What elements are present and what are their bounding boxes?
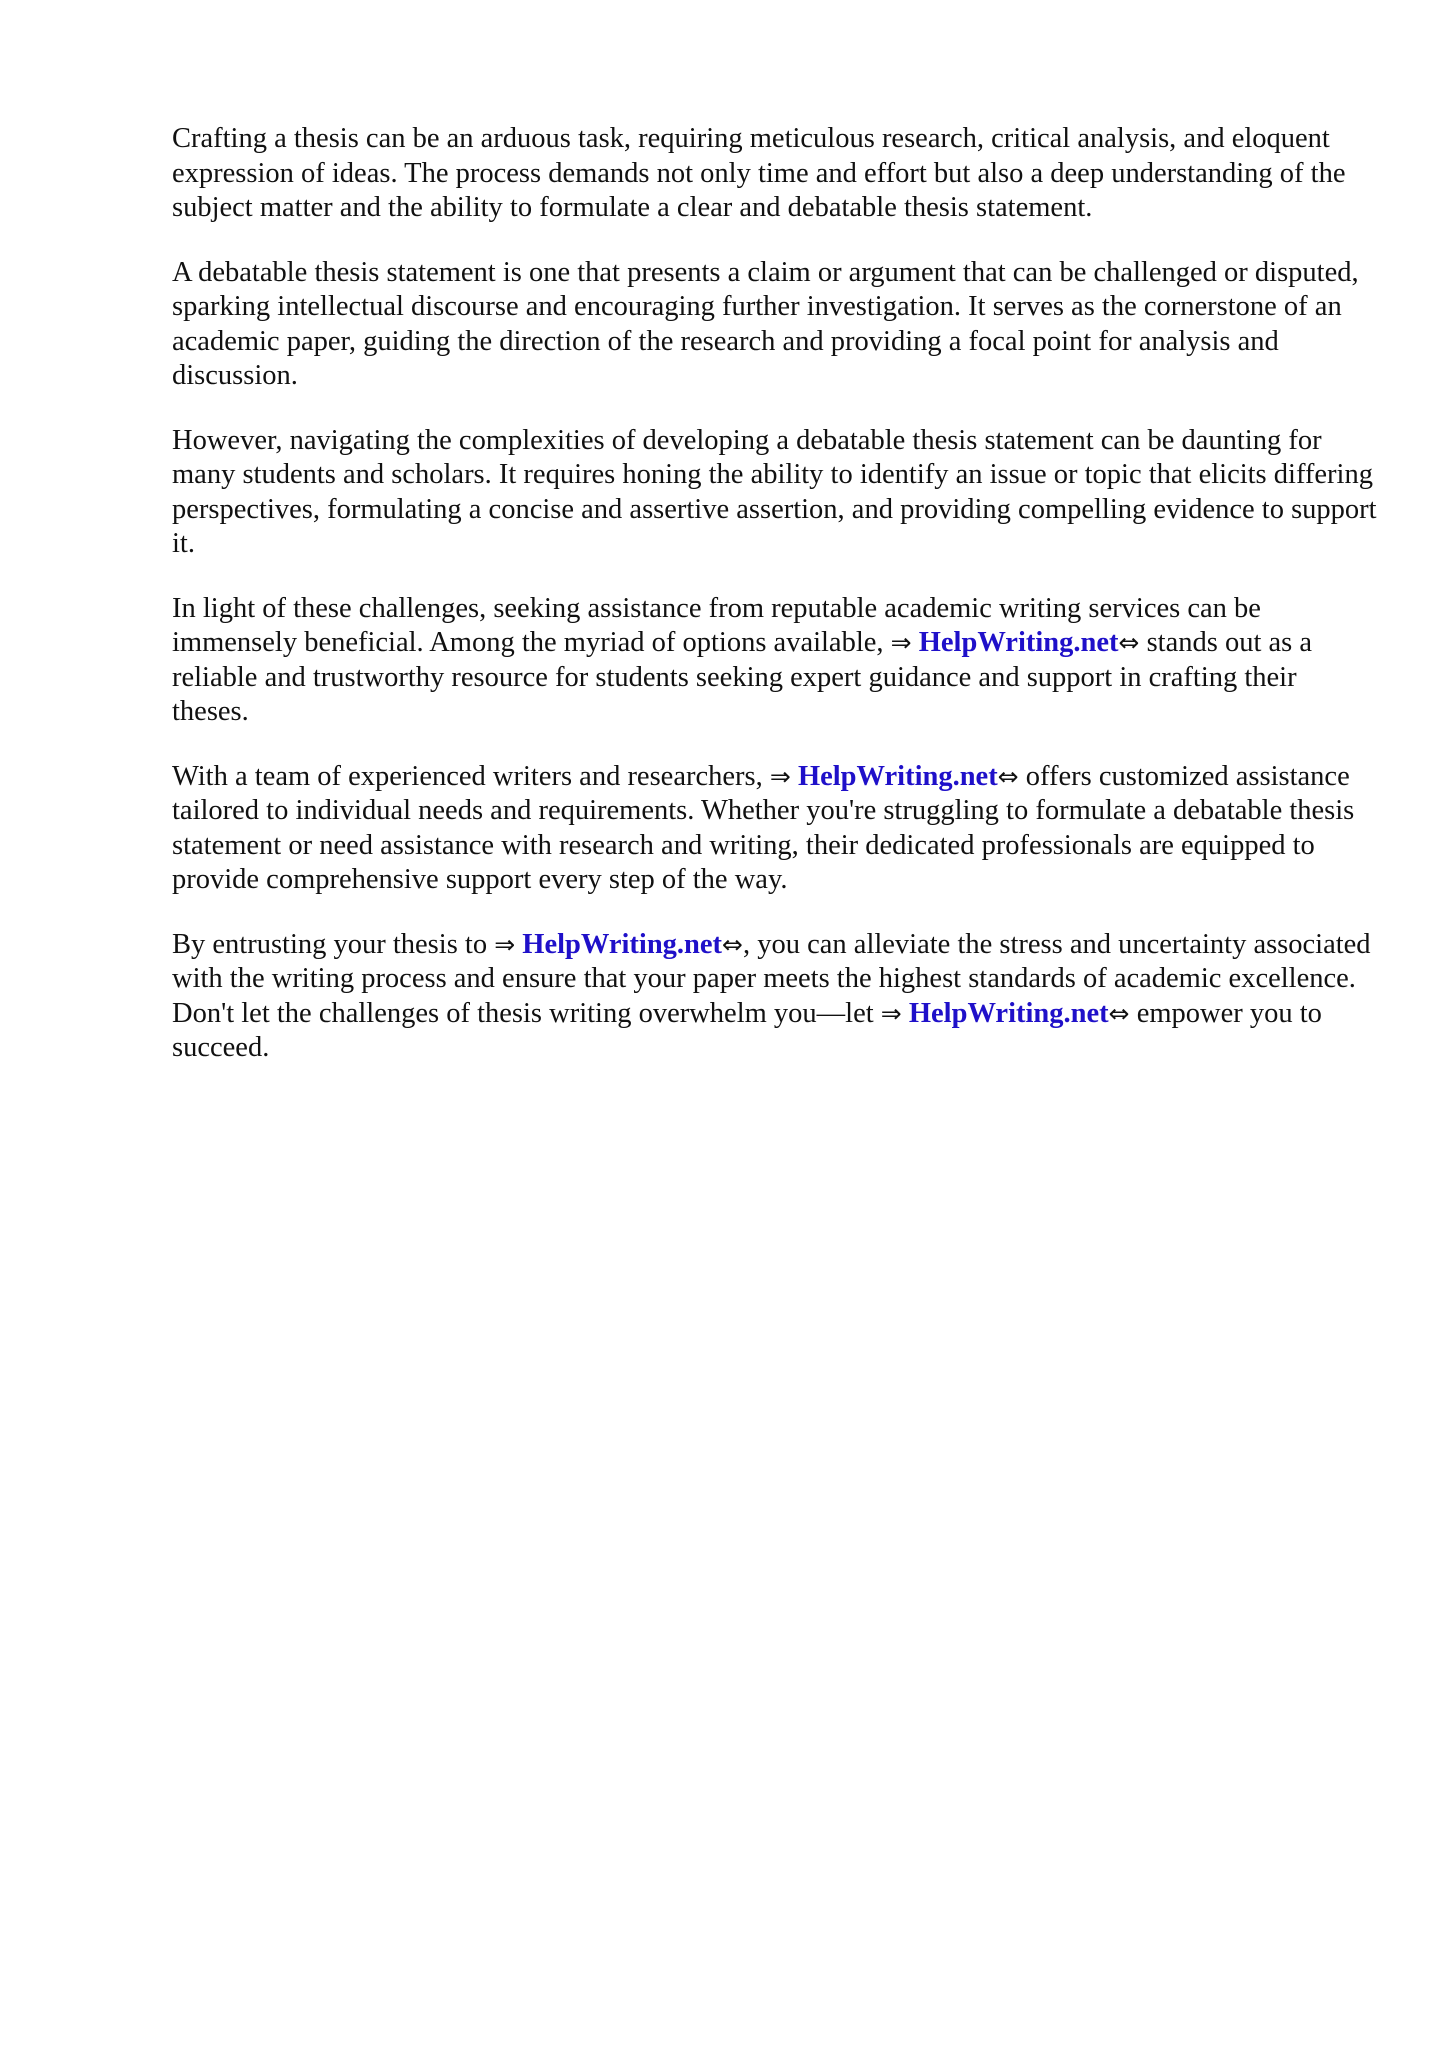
paragraph-5-text-end: offers customized assistance tailored to individual needs and requirements. Whether you're struggling to formulate a debatable thesis statement or need assistance with research and writing, their dedicated professionals are equipped to provide comprehensive support every step of the way.: [172, 760, 1355, 895]
double-arrow-right-icon: ⇒: [494, 929, 516, 959]
helpwriting-link[interactable]: HelpWriting.net: [908, 997, 1109, 1029]
paragraph-5: [172, 760, 1377, 898]
double-arrow-right-icon: ⇒: [880, 998, 902, 1028]
helpwriting-link[interactable]: HelpWriting.net: [918, 627, 1119, 658]
paragraph-4-text-start: In light of these challenges, seeking assistance from reputable academic writing services can be immensely beneficial. Among the myriad of options available,: [172, 592, 1261, 658]
paragraph-2: A debatable thesis statement is one that presents a claim or argument that can be challenged or disputed, sparking intellectual discourse and encouraging further investigation. It serves as the cornerstone of an academic paper, guiding the direction of the research and providing a focal point for analysis and discussion.: [172, 256, 1359, 391]
paragraph-1: Crafting a thesis can be an arduous task, requiring meticulous research, critical analysis, and eloquent expression of ideas. The process demands not only time and effort but also a deep understanding of the subject matter and the ability to formulate a clear and debatable thesis statement.: [172, 123, 1346, 223]
double-arrow-both-icon: ⇔: [997, 761, 1019, 791]
double-arrow-both-icon: ⇔: [1118, 628, 1140, 657]
double-arrow-both-icon: ⇔: [722, 929, 743, 959]
paragraph-3: However, navigating the complexities of developing a debatable thesis statement can be daunting for many students and scholars. It requires honing the ability to identify an issue or topic that elicits differing perspectives, formulating a concise and assertive assertion, and providing compelling evidence to support it.: [172, 424, 1377, 559]
document-body: [172, 122, 1377, 1096]
paragraph-5-text-start: With a team of experienced writers and researchers,: [172, 760, 770, 792]
paragraph-6-text-middle: , you can alleviate the stress and uncertainty associated with the writing process and ensure that your paper meets the highest standards of academic excellence. Don't let the challenges of thesis writing overwhelm you—let: [172, 928, 1371, 1029]
double-arrow-both-icon: ⇔: [1108, 998, 1130, 1028]
paragraph-6-text-end: empower you to succeed.: [172, 997, 1322, 1063]
paragraph-6: [172, 928, 1377, 1066]
helpwriting-link[interactable]: HelpWriting.net: [522, 928, 723, 960]
paragraph-4-text-end: stands out as a reliable and trustworthy resource for students seeking expert guidance and support in crafting their theses.: [172, 627, 1313, 727]
double-arrow-right-icon: ⇒: [769, 761, 791, 791]
paragraph-4: [172, 592, 1377, 730]
paragraph-6-text-start: By entrusting your thesis to: [172, 928, 495, 960]
double-arrow-right-icon: ⇒: [890, 628, 912, 657]
helpwriting-link[interactable]: HelpWriting.net: [797, 760, 998, 792]
